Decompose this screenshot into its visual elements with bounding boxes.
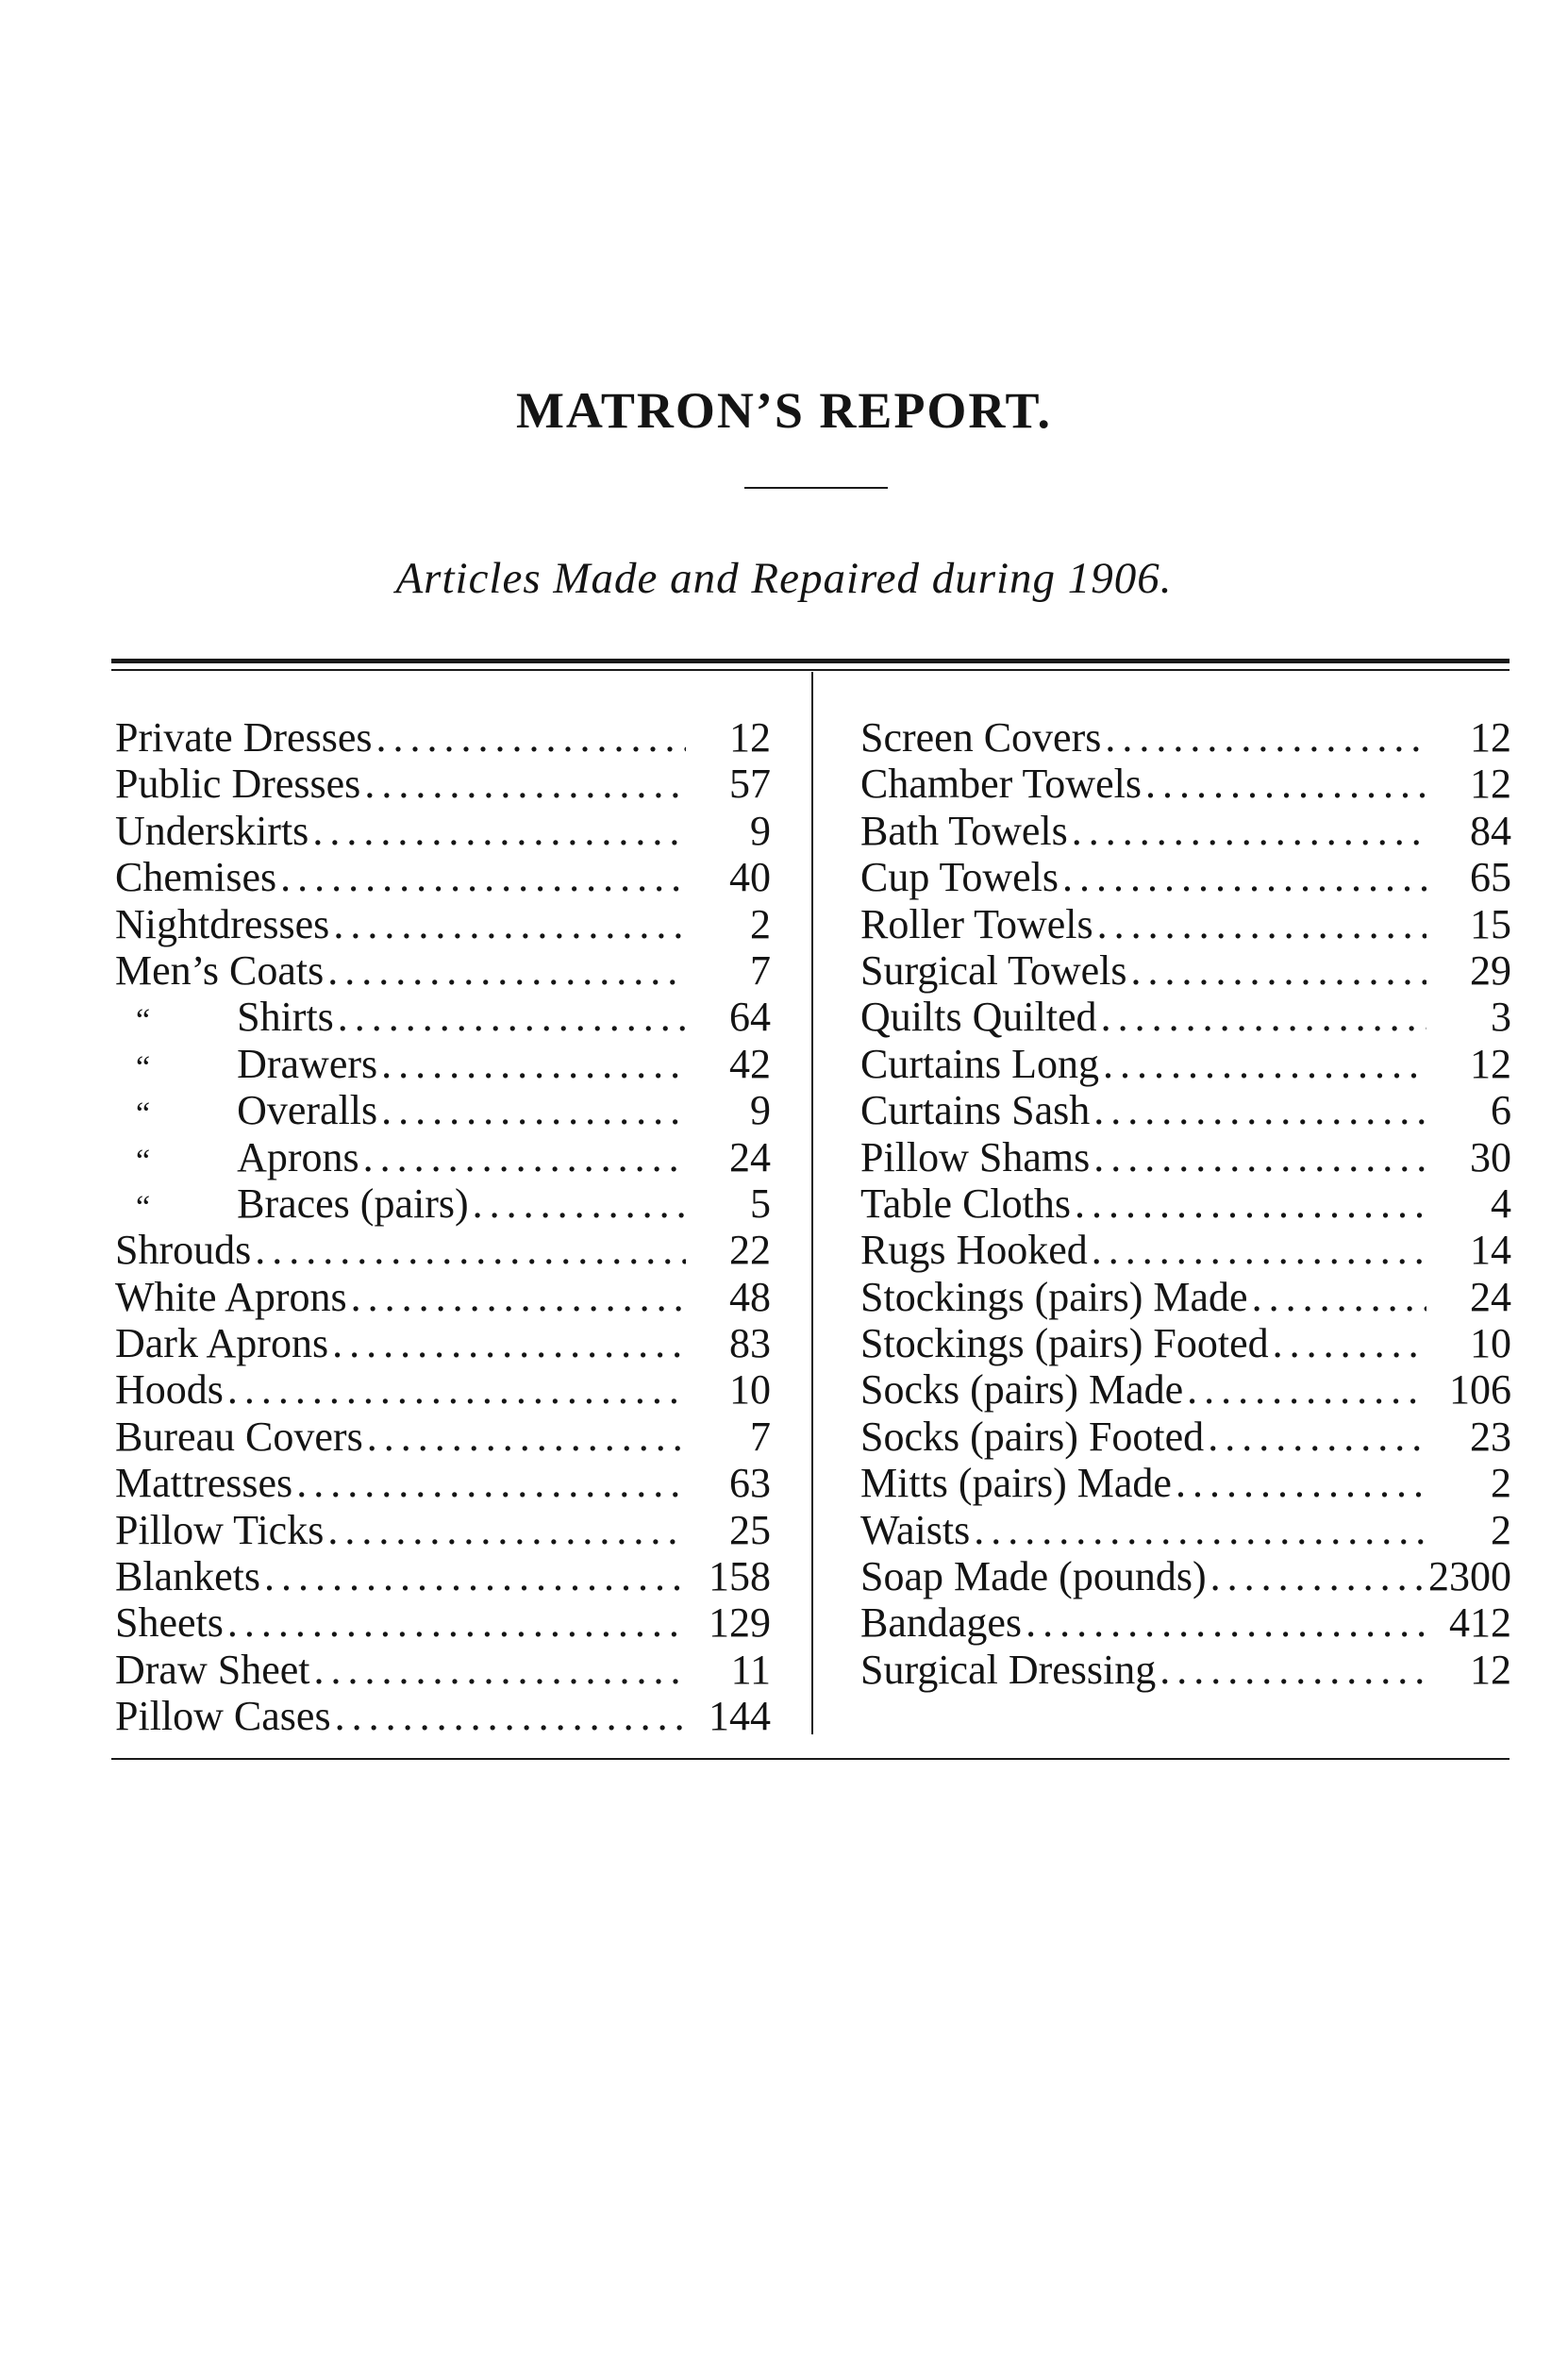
leader-dots xyxy=(1026,1599,1426,1646)
leader-dots xyxy=(264,1553,686,1599)
leader-dots xyxy=(1159,1647,1426,1693)
ditto-mark: “ xyxy=(136,1143,151,1179)
article-name: Table Cloths xyxy=(860,1180,1072,1227)
table-row xyxy=(860,994,1511,1040)
report-subtitle: Articles Made and Repaired during 1906. xyxy=(395,554,1173,603)
article-name: Nightdresses xyxy=(115,900,330,947)
article-name: Stockings (pairs) Footed xyxy=(860,1320,1269,1367)
page-title: MATRON’S REPORT. xyxy=(515,382,1053,440)
leader-dots xyxy=(381,1087,686,1133)
article-quantity: 12 xyxy=(1470,714,1511,761)
table-row xyxy=(860,1507,1511,1553)
leader-dots xyxy=(327,947,686,994)
leader-dots xyxy=(327,1507,686,1553)
table-row xyxy=(860,1274,1511,1320)
leader-dots xyxy=(1093,1134,1426,1180)
column-divider xyxy=(811,672,813,1734)
article-name: Pillow Cases xyxy=(115,1693,331,1740)
article-quantity: 7 xyxy=(750,1413,771,1460)
article-name: White Aprons xyxy=(115,1273,347,1320)
leader-dots xyxy=(974,1507,1426,1553)
table-row xyxy=(115,761,771,807)
leader-dots xyxy=(1101,994,1426,1040)
article-name: Overalls xyxy=(237,1087,378,1134)
article-name: Socks (pairs) Footed xyxy=(860,1413,1205,1460)
articles-list-left xyxy=(115,714,771,1740)
article-name: Mitts (pairs) Made xyxy=(860,1460,1172,1507)
table-row xyxy=(115,854,771,900)
article-name: Surgical Towels xyxy=(860,946,1127,994)
leader-dots xyxy=(1062,854,1426,900)
leader-dots xyxy=(255,1227,686,1273)
leader-dots xyxy=(1097,901,1426,947)
leader-dots xyxy=(1187,1366,1426,1413)
article-quantity: 5 xyxy=(750,1180,771,1227)
table-row xyxy=(860,1414,1511,1460)
leader-dots xyxy=(351,1274,686,1320)
article-quantity: 2 xyxy=(1491,1460,1511,1507)
article-name: Roller Towels xyxy=(860,900,1093,947)
ditto-mark: “ xyxy=(136,1189,151,1225)
article-quantity: 15 xyxy=(1470,900,1511,947)
article-quantity: 63 xyxy=(729,1460,771,1507)
article-name: Braces (pairs) xyxy=(237,1180,469,1227)
leader-dots xyxy=(312,808,686,854)
table-row xyxy=(115,1460,771,1506)
table-row xyxy=(115,1414,771,1460)
article-name: Shrouds xyxy=(115,1227,252,1274)
article-quantity: 7 xyxy=(750,946,771,994)
leader-dots xyxy=(296,1460,686,1506)
leader-dots xyxy=(1176,1460,1426,1506)
article-quantity: 12 xyxy=(1470,761,1511,808)
article-name: Underskirts xyxy=(115,807,309,854)
article-name: Aprons xyxy=(237,1133,359,1180)
table-row xyxy=(115,808,771,854)
table-row xyxy=(860,808,1511,854)
ditto-mark: “ xyxy=(136,1096,151,1132)
article-name: Rugs Hooked xyxy=(860,1227,1088,1274)
leader-dots xyxy=(376,714,687,761)
table-row xyxy=(115,1180,771,1227)
leader-dots xyxy=(1145,761,1426,807)
article-quantity: 12 xyxy=(1470,1646,1511,1693)
title-rule xyxy=(744,487,888,489)
article-quantity: 4 xyxy=(1491,1180,1511,1227)
table-row xyxy=(860,1460,1511,1506)
article-quantity: 12 xyxy=(729,714,771,761)
table-row xyxy=(115,1693,771,1739)
article-quantity: 10 xyxy=(1470,1320,1511,1367)
article-quantity: 29 xyxy=(1470,946,1511,994)
article-quantity: 22 xyxy=(729,1227,771,1274)
article-name: Hoods xyxy=(115,1366,224,1414)
article-quantity: 64 xyxy=(729,994,771,1041)
article-name: Surgical Dressing xyxy=(860,1646,1157,1693)
article-name: Dark Aprons xyxy=(115,1320,329,1367)
article-quantity: 11 xyxy=(730,1646,771,1693)
article-quantity: 2 xyxy=(1491,1506,1511,1553)
article-quantity: 2 xyxy=(750,900,771,947)
table-row xyxy=(115,1647,771,1693)
leader-dots xyxy=(333,901,686,947)
table-row xyxy=(860,714,1511,761)
article-quantity: 48 xyxy=(729,1273,771,1320)
table-row xyxy=(860,761,1511,807)
table-bottom-rule xyxy=(111,1758,1510,1760)
article-name: Quilts Quilted xyxy=(860,994,1097,1041)
article-quantity: 14 xyxy=(1470,1227,1511,1274)
article-quantity: 23 xyxy=(1470,1413,1511,1460)
article-name: Socks (pairs) Made xyxy=(860,1366,1184,1414)
article-quantity: 65 xyxy=(1470,854,1511,901)
ditto-mark: “ xyxy=(136,1049,151,1085)
article-name: Pillow Ticks xyxy=(115,1506,325,1553)
article-quantity: 42 xyxy=(729,1040,771,1087)
table-row xyxy=(860,1227,1511,1273)
table-row xyxy=(860,1180,1511,1227)
table-row xyxy=(860,901,1511,947)
leader-dots xyxy=(363,1134,686,1180)
table-row xyxy=(860,1647,1511,1693)
leader-dots xyxy=(335,1693,686,1739)
article-name: Drawers xyxy=(237,1040,378,1087)
table-row xyxy=(860,1553,1511,1599)
table-top-rule-thin xyxy=(111,669,1510,671)
article-quantity: 84 xyxy=(1470,807,1511,854)
table-row xyxy=(115,1274,771,1320)
article-quantity: 24 xyxy=(1470,1273,1511,1320)
article-quantity: 25 xyxy=(729,1506,771,1553)
article-quantity: 57 xyxy=(729,761,771,808)
table-row xyxy=(115,1599,771,1646)
article-quantity: 6 xyxy=(1491,1087,1511,1134)
leader-dots xyxy=(1210,1553,1423,1599)
article-name: Chamber Towels xyxy=(860,761,1142,808)
article-quantity: 2300 xyxy=(1428,1553,1511,1600)
table-row xyxy=(115,1320,771,1366)
table-row xyxy=(115,1227,771,1273)
leader-dots xyxy=(473,1180,686,1227)
table-row xyxy=(860,947,1511,994)
article-name: Bath Towels xyxy=(860,807,1068,854)
article-name: Chemises xyxy=(115,854,277,901)
article-name: Waists xyxy=(860,1506,971,1553)
article-quantity: 12 xyxy=(1470,1040,1511,1087)
leader-dots xyxy=(227,1599,686,1646)
article-quantity: 9 xyxy=(750,1087,771,1134)
leader-dots xyxy=(1093,1087,1426,1133)
table-row xyxy=(115,1087,771,1133)
table-row xyxy=(115,1553,771,1599)
article-name: Bureau Covers xyxy=(115,1413,363,1460)
table-row xyxy=(860,1320,1511,1366)
article-name: Men’s Coats xyxy=(115,946,325,994)
article-quantity: 3 xyxy=(1491,994,1511,1041)
leader-dots xyxy=(367,1414,686,1460)
table-row xyxy=(115,1366,771,1413)
leader-dots xyxy=(1105,714,1426,761)
article-quantity: 24 xyxy=(729,1133,771,1180)
article-name: Sheets xyxy=(115,1599,224,1647)
leader-dots xyxy=(314,1647,687,1693)
leader-dots xyxy=(338,994,686,1040)
article-name: Blankets xyxy=(115,1553,260,1600)
table-row xyxy=(115,994,771,1040)
leader-dots xyxy=(1273,1320,1426,1366)
article-name: Private Dresses xyxy=(115,714,373,761)
article-name: Curtains Sash xyxy=(860,1087,1091,1134)
article-name: Screen Covers xyxy=(860,714,1102,761)
leader-dots xyxy=(1092,1227,1426,1273)
table-row xyxy=(115,1507,771,1553)
article-quantity: 30 xyxy=(1470,1133,1511,1180)
leader-dots xyxy=(1208,1414,1426,1460)
table-row xyxy=(860,1087,1511,1133)
article-name: Shirts xyxy=(237,994,334,1041)
article-name: Pillow Shams xyxy=(860,1133,1091,1180)
leader-dots xyxy=(1075,1180,1426,1227)
table-top-rule-thick xyxy=(111,659,1510,663)
leader-dots xyxy=(1072,808,1426,854)
article-quantity: 144 xyxy=(709,1693,771,1740)
table-row xyxy=(115,947,771,994)
article-quantity: 40 xyxy=(729,854,771,901)
article-name: Mattresses xyxy=(115,1460,293,1507)
article-quantity: 9 xyxy=(750,807,771,854)
article-quantity: 83 xyxy=(729,1320,771,1367)
article-quantity: 10 xyxy=(729,1366,771,1414)
article-name: Soap Made (pounds) xyxy=(860,1553,1207,1600)
leader-dots xyxy=(381,1041,686,1087)
table-row xyxy=(115,1041,771,1087)
article-name: Public Dresses xyxy=(115,761,361,808)
table-row xyxy=(115,714,771,761)
leader-dots xyxy=(1131,947,1427,994)
article-quantity: 412 xyxy=(1449,1599,1511,1647)
leader-dots xyxy=(1252,1274,1426,1320)
article-quantity: 158 xyxy=(709,1553,771,1600)
leader-dots xyxy=(280,854,686,900)
article-name: Stockings (pairs) Made xyxy=(860,1273,1248,1320)
article-name: Bandages xyxy=(860,1599,1023,1647)
articles-list-right xyxy=(860,714,1511,1693)
table-row xyxy=(115,901,771,947)
table-row xyxy=(860,1134,1511,1180)
table-row xyxy=(860,1599,1511,1646)
table-row xyxy=(860,854,1511,900)
table-row xyxy=(860,1041,1511,1087)
article-name: Curtains Long xyxy=(860,1040,1099,1087)
article-name: Cup Towels xyxy=(860,854,1059,901)
article-name: Draw Sheet xyxy=(115,1646,310,1693)
ditto-mark: “ xyxy=(136,1003,151,1039)
table-row xyxy=(115,1134,771,1180)
table-row xyxy=(860,1366,1511,1413)
leader-dots xyxy=(227,1366,686,1413)
article-quantity: 106 xyxy=(1449,1366,1511,1414)
article-quantity: 129 xyxy=(709,1599,771,1647)
leader-dots xyxy=(332,1320,686,1366)
leader-dots xyxy=(364,761,686,807)
leader-dots xyxy=(1103,1041,1426,1087)
